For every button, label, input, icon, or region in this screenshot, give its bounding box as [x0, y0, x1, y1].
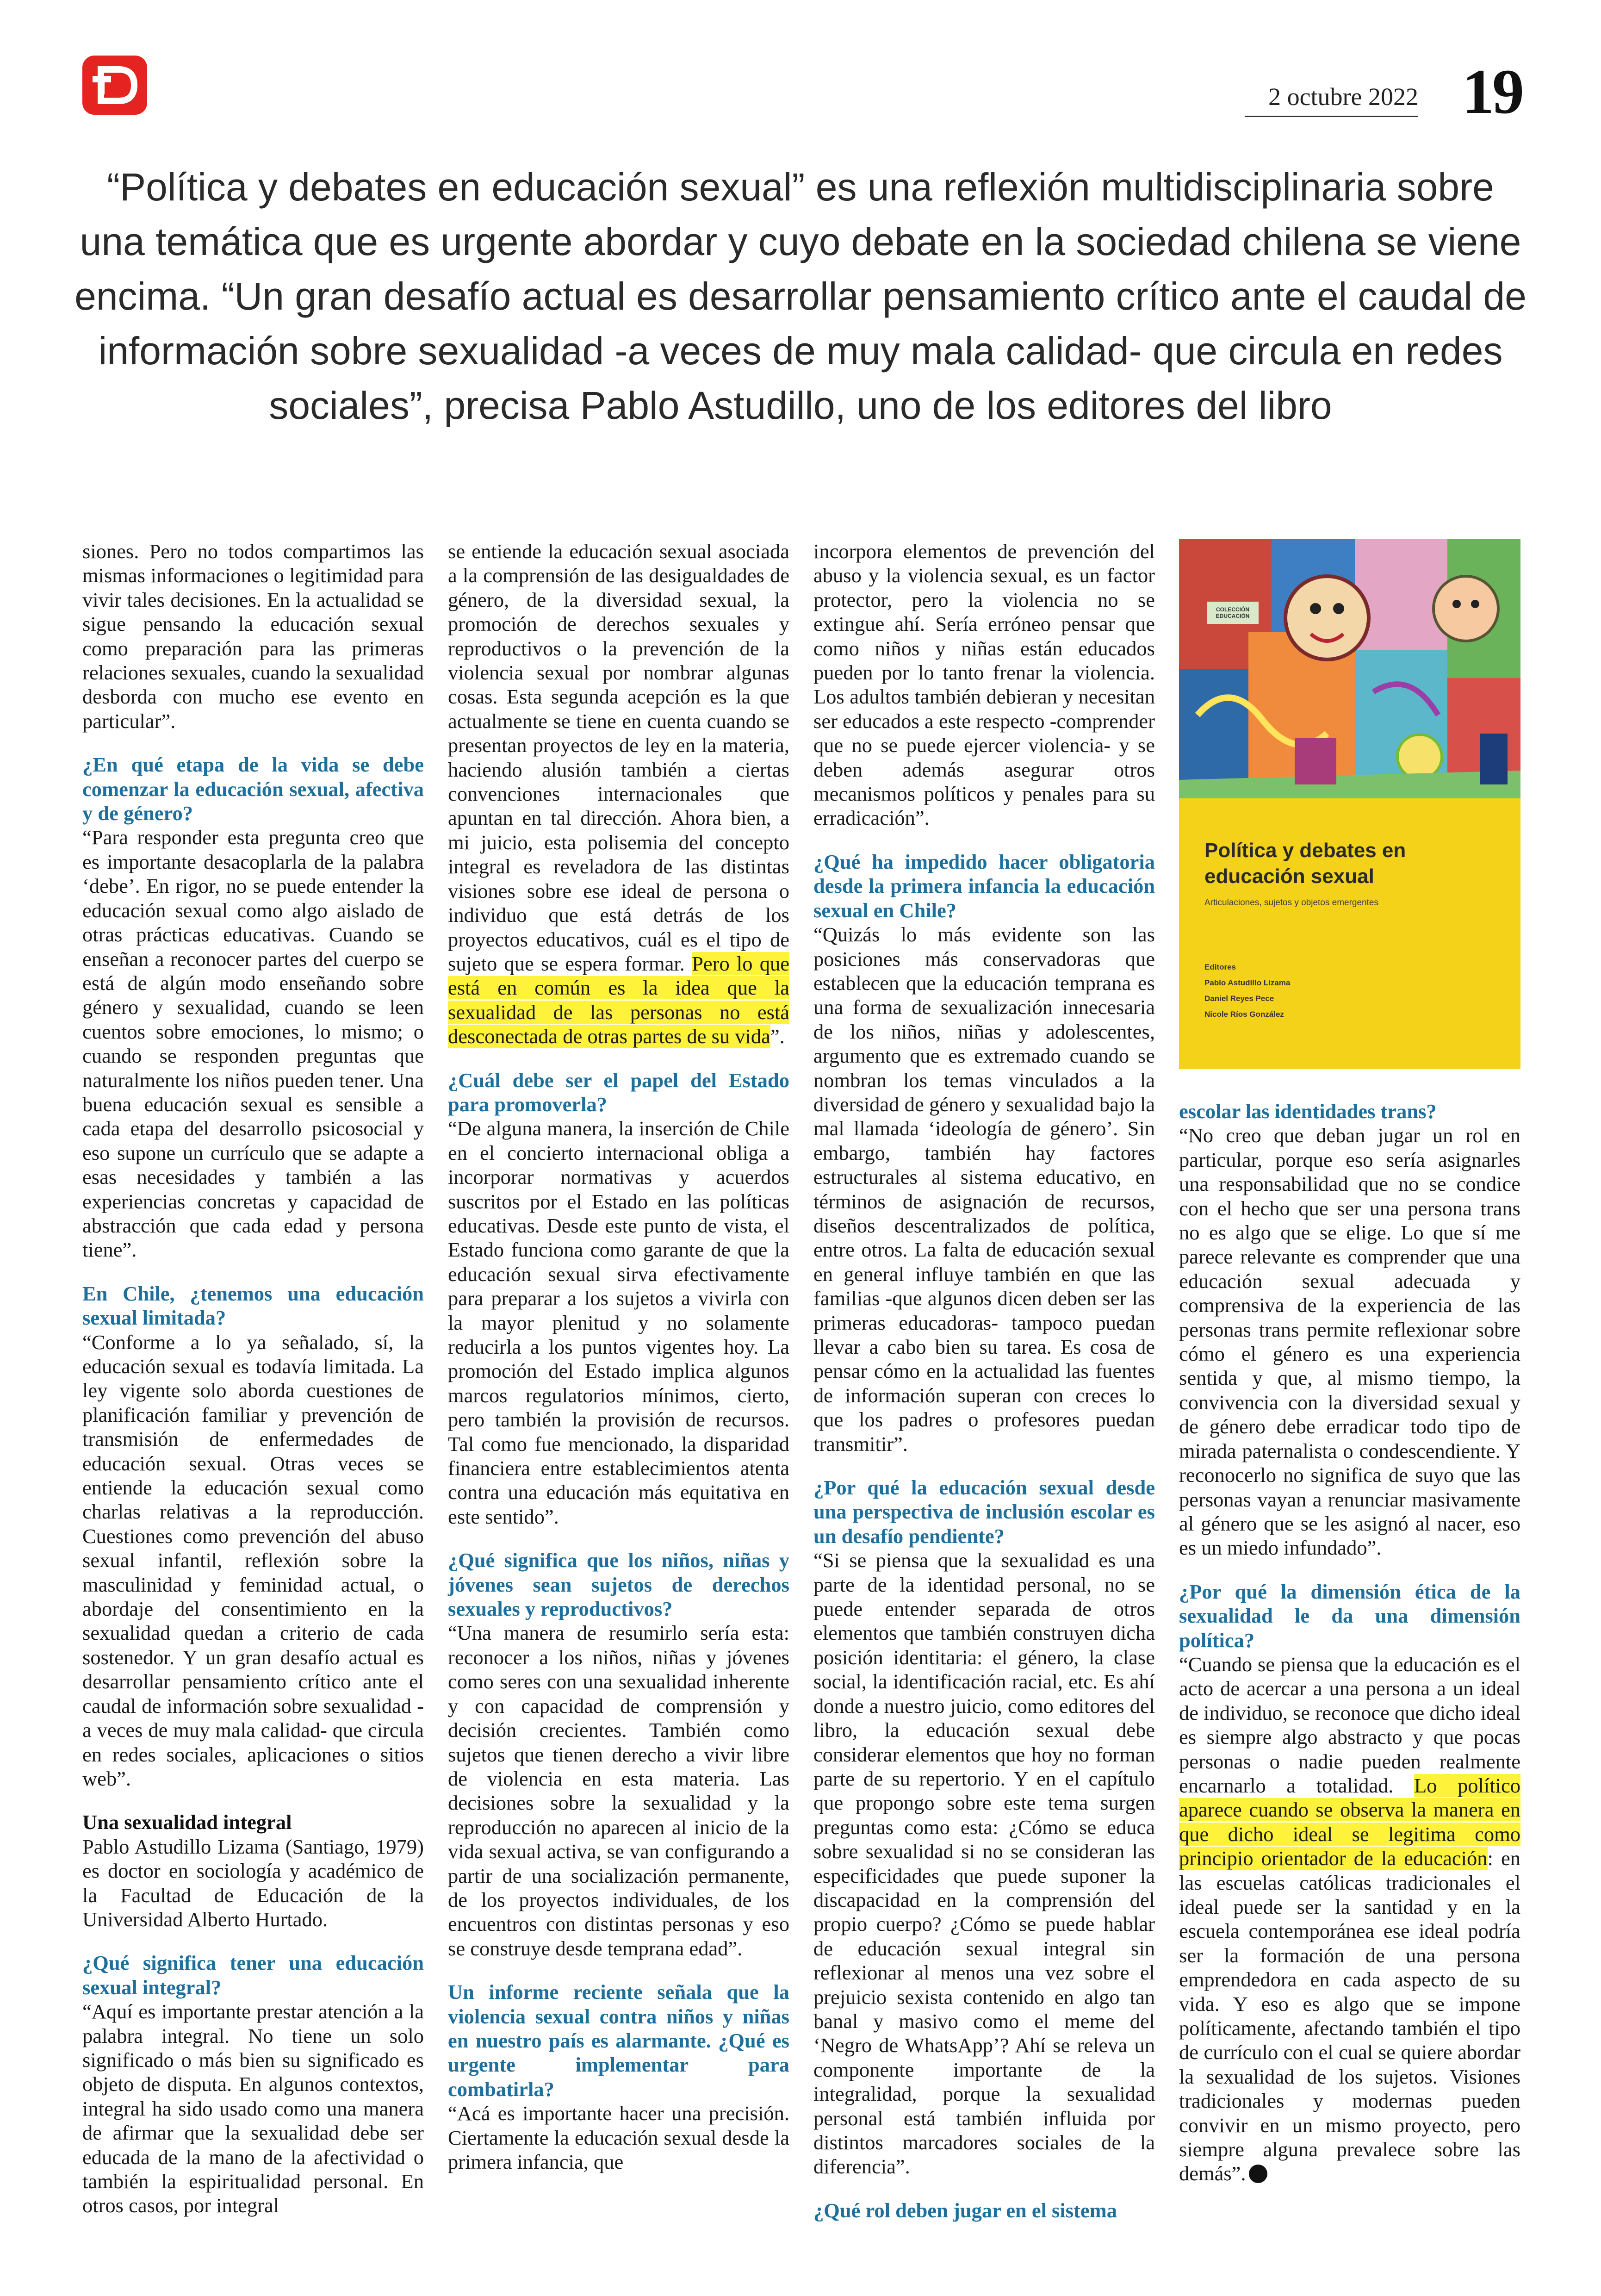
- interview-question: ¿Cuál debe ser el papel del Estado para promoverla?: [448, 1068, 789, 1116]
- book-cover-image: [1179, 539, 1520, 1069]
- page-number: 19: [1462, 56, 1522, 127]
- interview-question: ¿Por qué la dimensión ética de la sexualidad le da una dimensión política?: [1179, 1580, 1520, 1652]
- paragraph: “Quizás lo más evidente son las posiciones más conservadoras que establecen que la educación temprana es una forma de sexualización innecesaria de los niños, niñas y adolescentes, argumento que es extremado cuando se nombran los temas vinculados a la diversidad de género y sexualidad bajo la mal llamada ‘ideología de género’. Sin embargo, también hay factores estructurales al sistema educativo, en términos de asignación de recursos, diseños descentralizados de política, entre otros. La falta de educación sexual en general influye también en que las familias -que algunos dicen deben ser las primeras educadoras- tampoco puedan llevar a cabo bien su tarea. Es cosa de pensar cómo en la actualidad las fuentes de información superan con creces lo que los padres o profesores puedan transmitir”.: [813, 923, 1155, 1456]
- paragraph: siones. Pero no todos compartimos las mismas informaciones o legitimidad para vivir tales decisiones. En la actualidad se sigue pensando la educación sexual como preparación para las primeras relaciones sexuales, cuando la sexualidad desborda con mucho ese evento en particular”.: [82, 540, 424, 733]
- highlighted-quote: Pero lo que está en común es la idea que la sexualidad de las personas no está desconectada de otras partes de su vida: [448, 952, 790, 1048]
- paragraph: “Si se piensa que la sexualidad es una parte de la identidad personal, no se puede entender separada de otros elementos que también construyen dicha posición identitaria: el género, la clase social, la identificación racial, etc. Es ahí donde a nuestro juicio, como editores del libro, la educación sexual debe considerar elementos que hoy no forman parte de su repertorio. Y en el capítulo que propongo sobre este tema surgen preguntas como esta: ¿Cómo se educa sobre sexualidad si no se consideran las especificidades que puede suponer la discapacidad en la comprensión del propio cuerpo? ¿Cómo se puede hablar de educación sexual integral sin reflexionar al menos una vez sobre el prejuicio sexista contenido en algo tan banal y masivo como el meme del ‘Negro de WhatsApp’? Ahí se releva un componente importante de la integralidad, porque la sexualidad personal está también influida por distintos marcadores sociales de la diferencia”.: [813, 1549, 1155, 2178]
- section-subhead: Una sexualidad integral: [82, 1811, 292, 1834]
- interview-question: ¿Por qué la educación sexual desde una perspectiva de inclusión escolar es un desafío pendiente?: [813, 1476, 1155, 1548]
- paragraph-text: : en las escuelas católicas tradicionales el ideal puede ser la santidad y en la escuela contemporánea ese ideal podría ser la formación de una persona emprendedora en cada aspecto de su vida. Y eso es algo que se impone políticamente, afectando también el tipo de currículo con el cual se quiere abordar la sexualidad de los sujetos. Visiones tradicionales y modernas pueden convivir en un mismo proyecto, pero siempre alguna prevalece sobre las demás”.: [1179, 1847, 1520, 2185]
- cover-editor: Daniel Reyes Pece: [1204, 994, 1274, 1003]
- cover-subtitle: Articulaciones, sujetos y objetos emergentes: [1204, 898, 1378, 908]
- interview-question: En Chile, ¿tenemos una educación sexual limitada?: [82, 1282, 424, 1330]
- paragraph: “Aquí es importante prestar atención a la palabra integral. No tiene un solo significado o más bien su significado es objeto de disputa. En algunos contextos, integral ha sido usado como una manera de afirmar que la sexualidad debe ser educada de la mano de la afectividad o también la espiritualidad personal. En otros casos, por integral: [82, 2000, 424, 2217]
- paragraph: [1179, 1652, 1520, 2186]
- paragraph: “Conforme a lo ya señalado, sí, la educación sexual es todavía limitada. La ley vigente solo aborda cuestiones de planificación familiar y prevención de transmisión de enfermedades de educación sexual. Otras veces se entiende la educación sexual como charlas relativas a la reproducción. Cuestiones como prevención del abuso sexual infantil, reflexión sobre la masculinidad y feminidad actual, o abordaje del consentimiento en la sexualidad quedan a criterio de cada sostenedor. Y un gran desafío actual es desarrollar pensamiento crítico ante el caudal de información sobre sexualidad -a veces de muy mala calidad- que circula en redes sociales, aplicaciones o sitios web”.: [82, 1330, 424, 1790]
- interview-question: ¿Qué significa tener una educación sexual integral?: [82, 1951, 424, 1999]
- paragraph: Pablo Astudillo Lizama (Santiago, 1979) es doctor en sociología y académico de la Facultad de Educación de la Universidad Alberto Hurtado.: [82, 1835, 424, 1931]
- cover-editor: Nicole Ríos González: [1204, 1010, 1284, 1019]
- paragraph: incorpora elementos de prevención del abuso y la violencia sexual, es un factor protector, pero la violencia no se extingue ahí. Sería erróneo pensar que como niños y niñas están educados pueden por lo tanto frenar la violencia. Los adultos también debieran y necesitan ser educados a este respecto -comprender que no se puede ejercer violencia- y se deben además asegurar otros mecanismos políticos y penales para su erradicación”.: [813, 540, 1155, 830]
- article-column-3: [813, 539, 1155, 2222]
- article-column-4: [1179, 1099, 1520, 2186]
- paragraph-text: se entiende la educación sexual asociada a la comprensión de las desigualdades de género, de la diversidad sexual, la promoción de derechos sexuales y reproductivos o la prevención de la violencia sexual por nombrar algunas cosas. Esta segunda acepción es la que actualmente se tiene en cuenta cuando se presentan proyectos de ley en la materia, haciendo alusión también a ciertas convenciones internacionales que apuntan en tal dirección. Ahora bien, a mi juicio, esta polisemia del concepto integral es reveladora de las distintas visiones sobre ese ideal de persona o individuo que está detrás de los proyectos educativos, cuál es el tipo de sujeto que se espera formar.: [448, 540, 789, 975]
- interview-question: ¿Qué significa que los niños, niñas y jóvenes sean sujetos de derechos sexuales y reproductivos?: [448, 1549, 789, 1621]
- paragraph: “No creo que deban jugar un rol en particular, porque eso sería asignarles una responsabilidad que no se condice con el hecho que ser una persona trans no es algo que se elige. Lo que sí me parece relevante es comprender que una educación sexual adecuada y comprensiva de la experiencia de las personas trans permite reflexionar sobre cómo el género es una experiencia sentida y que, al mismo tiempo, la convivencia con la diversidad sexual y de género debe erradicar todo tipo de mirada paternalista o condescendiente. Y reconocerlo no significa de suyo que las personas vayan a renunciar masivamente al género que se les asignó al nacer, eso es un miedo infundado”.: [1179, 1124, 1520, 1560]
- end-of-article-mark: [1249, 2165, 1267, 2183]
- cover-title: Política y debates en educación sexual: [1204, 839, 1406, 888]
- cover-editors-label: Editores: [1204, 963, 1236, 971]
- cover-illustration: [1179, 539, 1520, 798]
- lead-paragraph: “Política y debates en educación sexual” es una reflexión multidisciplinaria sobre una temática que es urgente abordar y cuyo debate en la sociedad chilena se viene encima. “Un gran desafío actual es desarrollar pensamiento crítico ante el caudal de información sobre sexualidad -a veces de muy mala calidad- que circula en redes sociales”, precisa Pablo Astudillo, uno de los editores del libro: [74, 165, 1527, 427]
- newspaper-logo: [82, 56, 147, 115]
- cover-collection-badge: COLECCIÓN EDUCACIÓN: [1207, 602, 1259, 624]
- article-column-1: [82, 539, 424, 2218]
- paragraph: [448, 539, 789, 1049]
- cover-editor: Pablo Astudillo Lizama: [1204, 978, 1291, 987]
- issue-date: 2 octubre 2022: [1245, 82, 1418, 117]
- interview-question: ¿Qué rol deben jugar en el sistema: [813, 2198, 1117, 2222]
- highlighted-quote: Lo político aparece cuando se observa la manera en que dicho ideal se legitima como principio orientador de la educación: [1179, 1773, 1521, 1870]
- paragraph: “Una manera de resumirlo sería esta: reconocer a los niños, niñas y jóvenes como seres con una sexualidad inherente y con capacidad de comprensión y decisión crecientes. También como sujetos que tienen derecho a vivir libre de violencia en esta materia. Las decisiones sobre la sexualidad y la reproducción no aparecen al inicio de la vida sexual activa, se van configurando a partir de una socialización permanente, de los proyectos individuales, de los encuentros con distintas personas y eso se construye desde temprana edad”.: [448, 1621, 789, 1960]
- article-column-2: [448, 539, 789, 2174]
- interview-question: escolar las identidades trans?: [1179, 1100, 1437, 1123]
- paragraph: “De alguna manera, la inserción de Chile en el concierto internacional obliga a incorporar normativas y acuerdos suscritos por el Estado en las políticas educativas. Desde este punto de vista, el Estado funciona como garante de que la educación sexual sirva efectivamente para preparar a los sujetos a vivirla con la mayor plenitud y no solamente reducirla a los puntos vigentes hoy. La promoción del Estado implica algunos marcos regulatorios mínimos, cierto, pero también la provisión de recursos. Tal como fue mencionado, la disparidad financiera entre establecimientos atenta contra una educación más equitativa en este sentido”.: [448, 1117, 789, 1528]
- cover-editors: [1204, 959, 1482, 1022]
- paragraph-text: ”.: [770, 1025, 785, 1048]
- paragraph: “Para responder esta pregunta creo que es importante desacoplarla de la palabra ‘debe’. En rigor, no se puede entender la educación sexual como algo aislado de otras prácticas educativas. Cuando se enseñan a reconocer partes del cuerpo se está de algún modo enseñando sobre género y sexualidad, cuando se leen cuentos sobre emociones, lo mismo; o cuando se responden preguntas que naturalmente los niños pueden tener. Una buena educación sexual es sensible a cada etapa del desarrollo psicosocial y eso supone un currículo que se adapte a esas necesidades y también a las experiencias concretas y capacidad de abstracción que cada edad y persona tiene”.: [82, 826, 424, 1262]
- interview-question: ¿En qué etapa de la vida se debe comenzar la educación sexual, afectiva y de género?: [82, 753, 424, 825]
- interview-question: Un informe reciente señala que la violencia sexual contra niños y niñas en nuestro país es alarmante. ¿Qué es urgente implementar para combatirla?: [448, 1980, 789, 2101]
- interview-question: ¿Qué ha impedido hacer obligatoria desde la primera infancia la educación sexual en Chile?: [813, 850, 1155, 922]
- paragraph: “Acá es importante hacer una precisión. Ciertamente la educación sexual desde la primera infancia, que: [448, 2102, 789, 2173]
- paragraph-text: “Cuando se piensa que la educación es el acto de acercar a una persona a un ideal de individuo, se reconoce que dicho ideal es siempre algo abstracto y que pocas personas o nadie pueden realmente encarnarlo a totalidad.: [1179, 1652, 1520, 1797]
